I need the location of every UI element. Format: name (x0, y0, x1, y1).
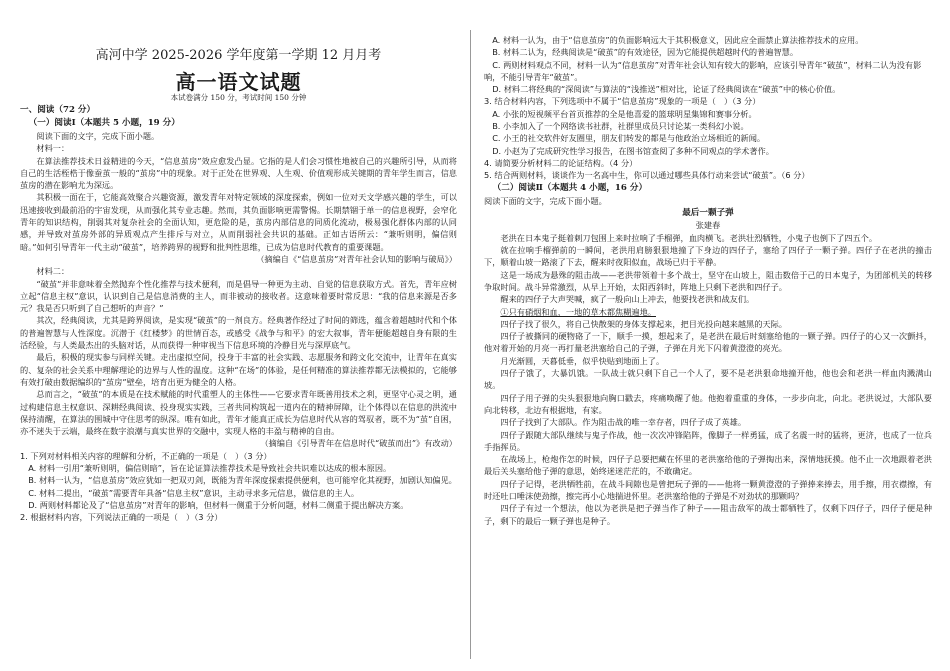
paragraph: 四仔子记得，老洪牺牲前，在战斗间隙也是曾把玩子弹的——他将一颗黄澄澄的子弹捧来捧去，用手擦，用衣襟擦，有时还吐口唾沫使劲擦，擦完再小心地揣进怀里。老洪塞给他的子弹是不对劲状的那颗吗？ (484, 478, 932, 501)
answer-option: C. 材料二提出，“破茧”需要青年具备“信息主权”意识，主动寻求多元信息，做信息的主人。 (28, 487, 360, 498)
exam-note: 本试卷满分 150 分，考试时间 150 分钟 (170, 93, 307, 102)
paragraph: 最后，积极的现实参与同样关键。走出虚拟空间，投身于丰富的社会实践、志愿服务和跨文化交流中，让青年在真实的、复杂的社会关系中理解理论的边界与人性的温度。这种“在场”的体验，是任何精准的算法推荐都无法模拟的，它能够有效打破由数据编织的“茧房”壁垒，培育出更为健全的人格。 (20, 352, 457, 387)
left-column (20, 0, 457, 671)
paragraph: 老洪在日本鬼子挺着刺刀包围上来时拉响了手榴弹，血肉横飞。老洪壮烈牺牲，小鬼子也倒下了四五个。 (500, 232, 878, 243)
paragraph: 就在拉响手榴弹前的一瞬间，老洪用肩膀狠狠地撞了下身边的四仔子，塞给了四仔子一颗子弹。四仔子在老洪的撞击下，顺着山坡一路滚了下去，醒来时夜阳似血，战场已归于平静。 (484, 245, 932, 268)
question-4: 4. 请简要分析材料二的论证结构。（4 分） (484, 157, 638, 168)
column-divider (470, 30, 471, 659)
paragraph: 总而言之，“破茧”的本质是在技术赋能的时代重塑人的主体性——它要求青年既善用技术之利，更坚守心灵之明，通过构建信息主权意识、深耕经典阅读、投身现实实践，三者共同构筑起一道内在的精神屏障，让个体得以在信息的洪流中保持清醒，在算法的围城中守住思考的纵深。唯有如此，青年才能真正成长为信息时代从容的驾驭者，既不为“茧”自困，亦不迷失于云端，最终在数字浪潮与真实世界的交融中，实现人格的丰盈与精神的自由。 (20, 389, 457, 437)
paragraph: 醒来的四仔子大声哭喊，疯了一般向山上冲去，他要找老洪和战友们。 (500, 294, 755, 305)
question-5: 5. 结合两则材料，谈谈作为一名高中生，你可以通过哪些具体行动来尝试“破茧”。（6 分） (484, 170, 810, 181)
paragraph: 在战场上，枪炮作怎的时候，四仔子总要把藏在怀里的老洪塞给他的子弹掏出来，深情地抚摸。他不止一次地跟着老洪最后关头塞给他子弹的意思，始终迷迷茫茫的，不敢确定。 (484, 454, 932, 477)
left-content (20, 104, 457, 524)
paragraph: 其积极一面在于，它能高效聚合兴趣资源，激发青年对特定领域的深度探索，例如一位对天文学感兴趣的学生，可以迅速接收到最前沿的宇宙发现，从而强化其专业志趣。然而，其负面影响更需警惕。长期禁锢于单一的信息视野，会窄化青年的知识结构，削弱其对复杂社会的全面认知，更危险的是，茧房内部信息的同质化流动，极易强化群体内部的认同感，并导致对茧房外部的异质观点产生排斥与对立，从而削弱社会共识的基础。正如古语所云：“兼听则明，偏信则暗。”如何引导青年一代主动“破茧”，培养跨界的视野和批判性思维，已成为信息时代教育的重要课题。 (20, 192, 457, 252)
source-citation: （摘编自《“信息茧房”对青年社会认知的影响与破局》） (256, 253, 457, 264)
exam-title: 高河中学 2025-2026 学年度第一学期 12 月月考 (95, 48, 382, 63)
answer-option: D. 材料二将经典的“深阅读”与算法的“浅推送”相对比，论证了经典阅读在“破茧”中的核心价值。 (492, 84, 841, 95)
answer-option: D. 小赵为了完成研究性学习报告，在图书馆查阅了多种不同观点的学术著作。 (492, 145, 774, 156)
paragraph: 其次，经典阅读，尤其是跨界阅读，是实现“破茧”的一剂良方。经典著作经过了时间的筛选，蕴含着超越时代和个体的普遍智慧与人性深度。沉潜于《红楼梦》的世情百态，或感受《战争与和平》的宏大叙事，青年便能超越自身有限的生活经验，与人类最杰出的头脑对话，从而获得一种审视当下信息环境的冷静目光与深厚底气。 (20, 315, 457, 351)
section-heading: 一、阅读（72 分） (20, 105, 96, 115)
question-2: 2. 根据材料内容，下列说法正确的一项是（ ）（3 分） (20, 512, 223, 523)
paragraph: 四仔子有过一个想法，他以为老洪是把子弹当作了种子——阻击敌军的战士都牺牲了，仅剩下四仔子，四仔子便是种子，剩下的最后一颗子弹也是种子。 (484, 503, 932, 526)
paragraph: 这是一场成为悬殊的阻击战——老洪带领着十多个战士，坚守在山坡上，阻击数倍于己的日本鬼子，为团部机关的转移争取时间。战斗异常激烈，从早上开始，太阳西斜时，阵地上只剩下老洪和四仔子。 (484, 269, 932, 292)
paragraph: 四仔子用子弹的尖头狠狠地向胸口戳去，疼痛唤醒了他。他抱着重重的身体，一步步向北，向北。老洪说过，大部队要向北转移，北边有根据地，有家。 (484, 392, 932, 415)
paragraph: “破茧”并非意味着全然抛弃个性化推荐与技术便利，而是倡导一种更为主动、自觉的信息获取方式。首先，青年应树立起“信息主权”意识，认识到自己是信息消费的主人，而非被动的接收者。这意味着要时常反思：“我的信息来源是否多元？我是否只听到了自己想听的声音？” (20, 278, 457, 314)
answer-option: D. 两则材料都论及了“信息茧房”对青年的影响，但材料一侧重于分析问题，材料二侧重于提出解决方案。 (28, 499, 409, 510)
paragraph: 四仔子找了很久，将自己快散架的身体支撑起来，把目光投向越来越黑的天际。 (500, 318, 787, 329)
answer-option: B. 材料一认为，“信息茧房”效应犹如一把双刃剑，既能为青年深度探索提供便利，也可能窄化其视野，加剧认知偏见。 (28, 475, 457, 486)
material-label: 材料一： (36, 143, 70, 154)
underlined-sentence (484, 306, 932, 318)
material-label: 材料二： (36, 266, 70, 277)
answer-option: A. 小张的短视频平台首页推荐的全是他喜爱的篮球明星集锦和赛事分析。 (492, 108, 757, 119)
story-author: 张建春 (695, 220, 721, 231)
story-title: 最后一颗子弹 (682, 207, 734, 218)
answer-option: B. 材料二认为，经典阅读是“破茧”的有效途径，因为它能提供超越时代的普遍智慧。 (492, 47, 799, 58)
answer-option: B. 小李加入了一个网络读书社群，社群里成员只讨论某一类科幻小说。 (492, 121, 749, 132)
source-citation: （摘编自《引导青年在信息时代“破茧而出”》有改动） (260, 438, 457, 449)
paragraph: 四仔子饿了，大暴饥饿。一队战士就只剩下自己一个人了，要不是老洪狠命地撞开他，他也会和老洪一样血肉溅满山坡。 (484, 368, 932, 391)
right-content (484, 34, 932, 527)
right-column (484, 0, 932, 671)
question-1: 1. 下列对材料相关内容的理解和分析，不正确的一项是（ ）（3 分） (20, 450, 272, 461)
paragraph: 四仔子跟随大部队继续与鬼子作战，他一次次冲锋陷阵，像脚子一样勇猛，成了名震一时的猛将，更济，也成了一位兵手指挥员。 (484, 429, 932, 452)
instruction: 阅读下面的文字，完成下面小题。 (484, 195, 607, 206)
answer-option: C. 小王的社交软件好友圈里，朋友们转发的都是与他政治立场相近的新闻。 (492, 133, 766, 144)
subject-title: 高一语文试题 (175, 70, 302, 94)
paragraph: 月光渐圆，天暮低垂，似乎快贴到地面上了。 (500, 355, 665, 366)
answer-option: C. 两则材料观点不同，材料一认为“信息茧房”对青年社会认知有较大的影响，应该引导青年“破茧”，材料二认为没有影响，不能引导青年“破茧”。 (484, 59, 922, 82)
paragraph: 四仔子找到了大部队。作为阻击战的唯一幸存者，四仔子成了英雄。 (500, 417, 747, 428)
instruction: 阅读下面的文字，完成下面小题。 (36, 131, 160, 141)
answer-option: A. 材料一认为，由于“信息茧房”的负面影响远大于其积极意义，因此应全面禁止算法推荐技术的应用。 (492, 35, 864, 45)
paragraph: 在算法推荐技术日益精进的今天，“信息茧房”效应愈发凸显。它指的是人们会习惯性地被自己的兴趣所引导，从而将自己的生活桎梏于像蚕茧一般的“茧房”中的现象。对于正处在世界观、人生观、价值观形成关键期的青年学生而言，信息茧房的潜在影响尤为深远。 (20, 155, 457, 191)
subsection-heading: （一）阅读Ⅰ（本题共 5 小题，19 分） (28, 118, 180, 128)
underlined-text: ①只有硝烟和血，一地的草木都焦糊遍地。 (500, 306, 656, 317)
subsection-heading: （二）阅读Ⅱ（本题共 4 小题，16 分） (492, 182, 648, 193)
question-3: 3. 结合材料内容，下列选项中不属于“信息茧房”现象的一项是（ ）（3 分） (484, 96, 761, 107)
paragraph: 四仔子被撕同的硬物硌了一下，顺手一摸，想起来了，是老洪在最后时刻塞给他的一颗子弹。四仔子的心又一次颤抖，他对着开始的月亮一再打量老洪塞给自己的子弹，子弹在月光下闪着黄澄澄的亮光。 (484, 331, 932, 354)
answer-option: A. 材料一引用“兼听则明，偏信则暗”，旨在论证算法推荐技术是导致社会共识难以达成的根本原因。 (28, 463, 392, 474)
